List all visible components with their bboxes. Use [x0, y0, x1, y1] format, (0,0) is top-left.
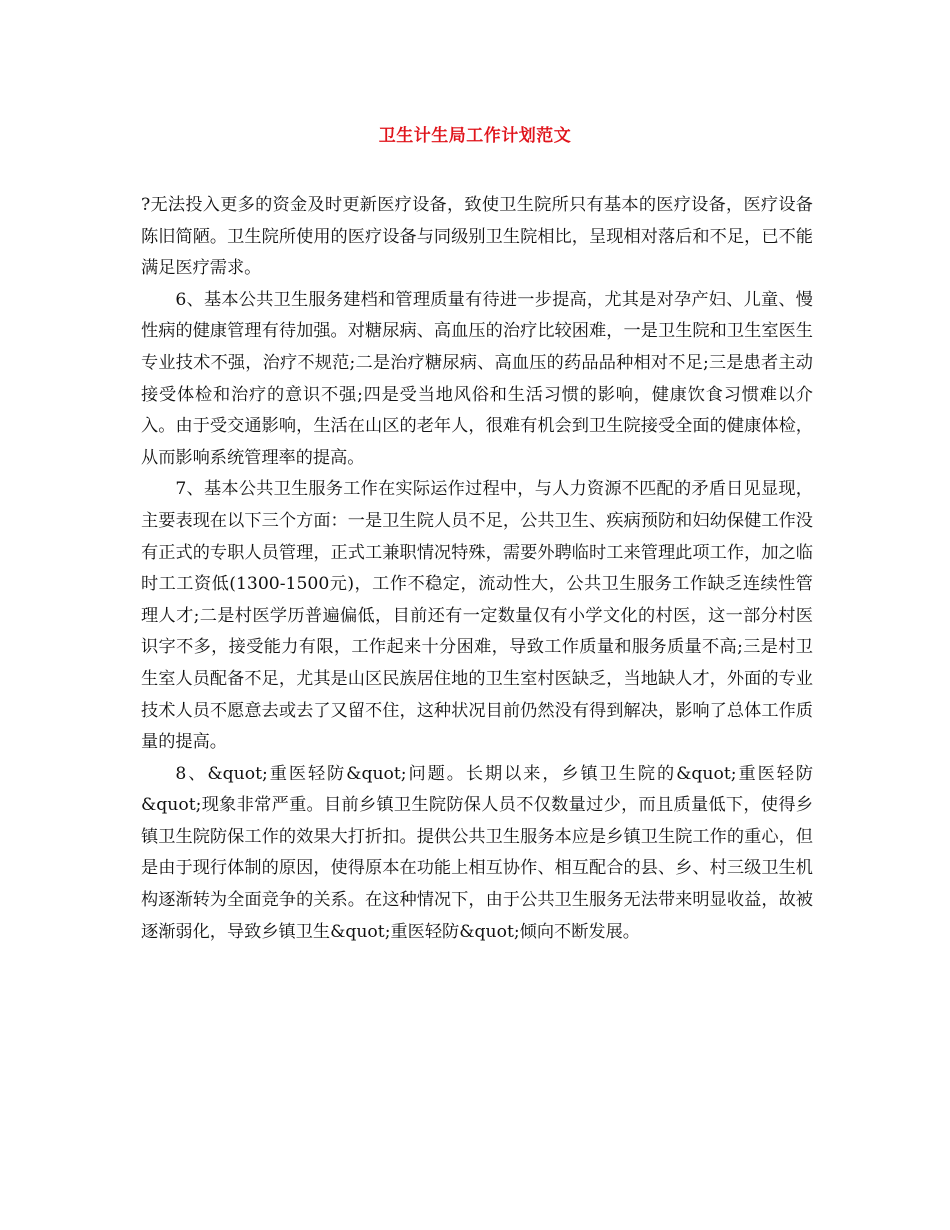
document-body: [141, 190, 813, 948]
paragraph-continuation: ?无法投入更多的资金及时更新医疗设备，致使卫生院所只有基本的医疗设备，医疗设备陈旧简陋。卫生院所使用的医疗设备与同级别卫生院相比，呈现相对落后和不足，已不能满足医疗需求。: [141, 195, 813, 279]
paragraph-item-6: 6、基本公共卫生服务建档和管理质量有待进一步提高，尤其是对孕产妇、儿童、慢性病的健康管理有待加强。对糖尿病、高血压的治疗比较困难，一是卫生院和卫生室医生专业技术不强，治疗不规范;二是治疗糖尿病、高血压的药品品种相对不足;三是患者主动接受体检和治疗的意识不强;四是受当地风俗和生活习惯的影响，健康饮食习惯难以介入。由于受交通影响，生活在山区的老年人，很难有机会到卫生院接受全面的健康体检，从而影响系统管理率的提高。: [141, 289, 813, 468]
paragraph-item-7: 7、基本公共卫生服务工作在实际运作过程中，与人力资源不匹配的矛盾日见显现，主要表现在以下三个方面：一是卫生院人员不足，公共卫生、疾病预防和妇幼保健工作没有正式的专职人员管理，正式工兼职情况特殊，需要外聘临时工来管理此项工作，加之临时工工资低(1300-1500元)，工作不稳定，流动性大，公共卫生服务工作缺乏连续性管理人才;二是村医学历普遍偏低，目前还有一定数量仅有小学文化的村医，这一部分村医识字不多，接受能力有限，工作起来十分困难，导致工作质量和服务质量不高;三是村卫生室人员配备不足，尤其是山区民族居住地的卫生室村医缺乏，当地缺人才，外面的专业技术人员不愿意去或去了又留不住，这种状况目前仍然没有得到解决，影响了总体工作质量的提高。: [141, 479, 813, 753]
document-title: 卫生计生局工作计划范文: [378, 126, 572, 146]
paragraph-item-8: 8、&quot;重医轻防&quot;问题。长期以来，乡镇卫生院的&quot;重医轻防&quot;现象非常严重。目前乡镇卫生院防保人员不仅数量过少，而且质量低下，使得乡镇卫生院防保工作的效果大打折扣。提供公共卫生服务本应是乡镇卫生院工作的重心，但是由于现行体制的原因，使得原本在功能上相互协作、相互配合的县、乡、村三级卫生机构逐渐转为全面竞争的关系。在这种情况下，由于公共卫生服务无法带来明显收益，故被逐渐弱化，导致乡镇卫生&quot;重医轻防&quot;倾向不断发展。: [141, 763, 813, 942]
